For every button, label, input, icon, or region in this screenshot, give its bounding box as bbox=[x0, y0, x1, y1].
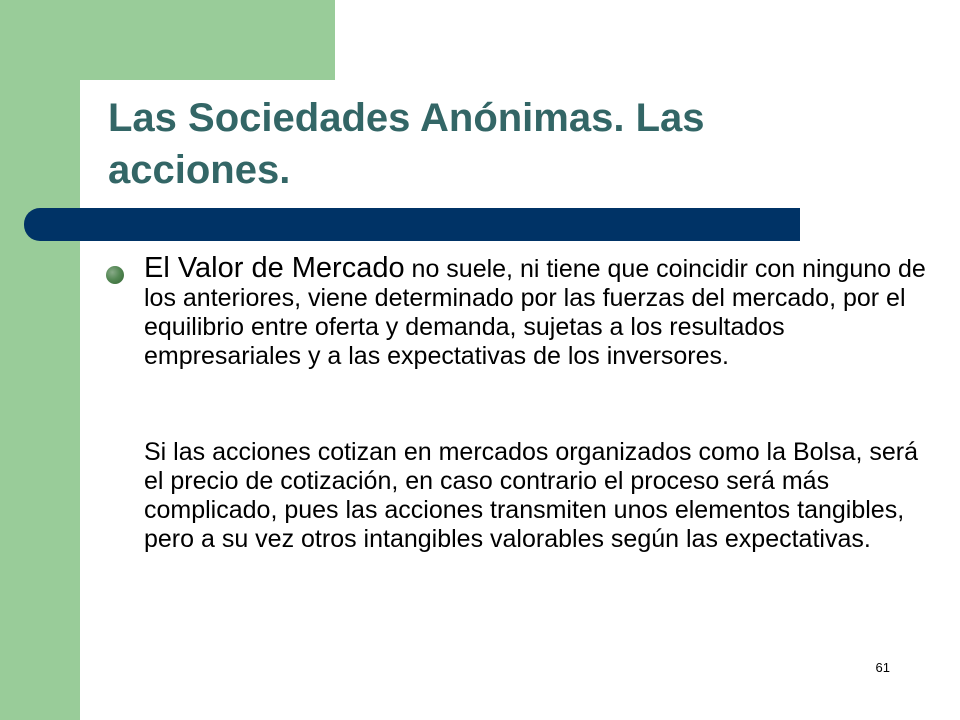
bullet-paragraph bbox=[144, 254, 934, 371]
bullet-lead-text: El Valor de Mercado bbox=[144, 252, 405, 284]
slide-title: Las Sociedades Anónimas. Las acciones. bbox=[108, 96, 705, 192]
green-bar-left bbox=[0, 0, 80, 720]
title-underline-bar bbox=[24, 208, 800, 241]
secondary-paragraph: Si las acciones cotizan en mercados organizados como la Bolsa, será el precio de cotización, en caso contrario el proceso será más complicado, pues las acciones transmiten unos elementos tangibles, pero a su vez otros intangibles valorables según las expectativas. bbox=[144, 438, 919, 553]
bullet-body-text: no suele, ni tiene que coincidir con ninguno de los anteriores, viene determinado por las fuerzas del mercado, por el equilibrio entre oferta y demanda, sujetas a los resultados empresariales y a las expectativas de los inversores. bbox=[144, 255, 926, 370]
bullet-icon bbox=[106, 266, 124, 284]
page-number: 61 bbox=[875, 660, 890, 675]
